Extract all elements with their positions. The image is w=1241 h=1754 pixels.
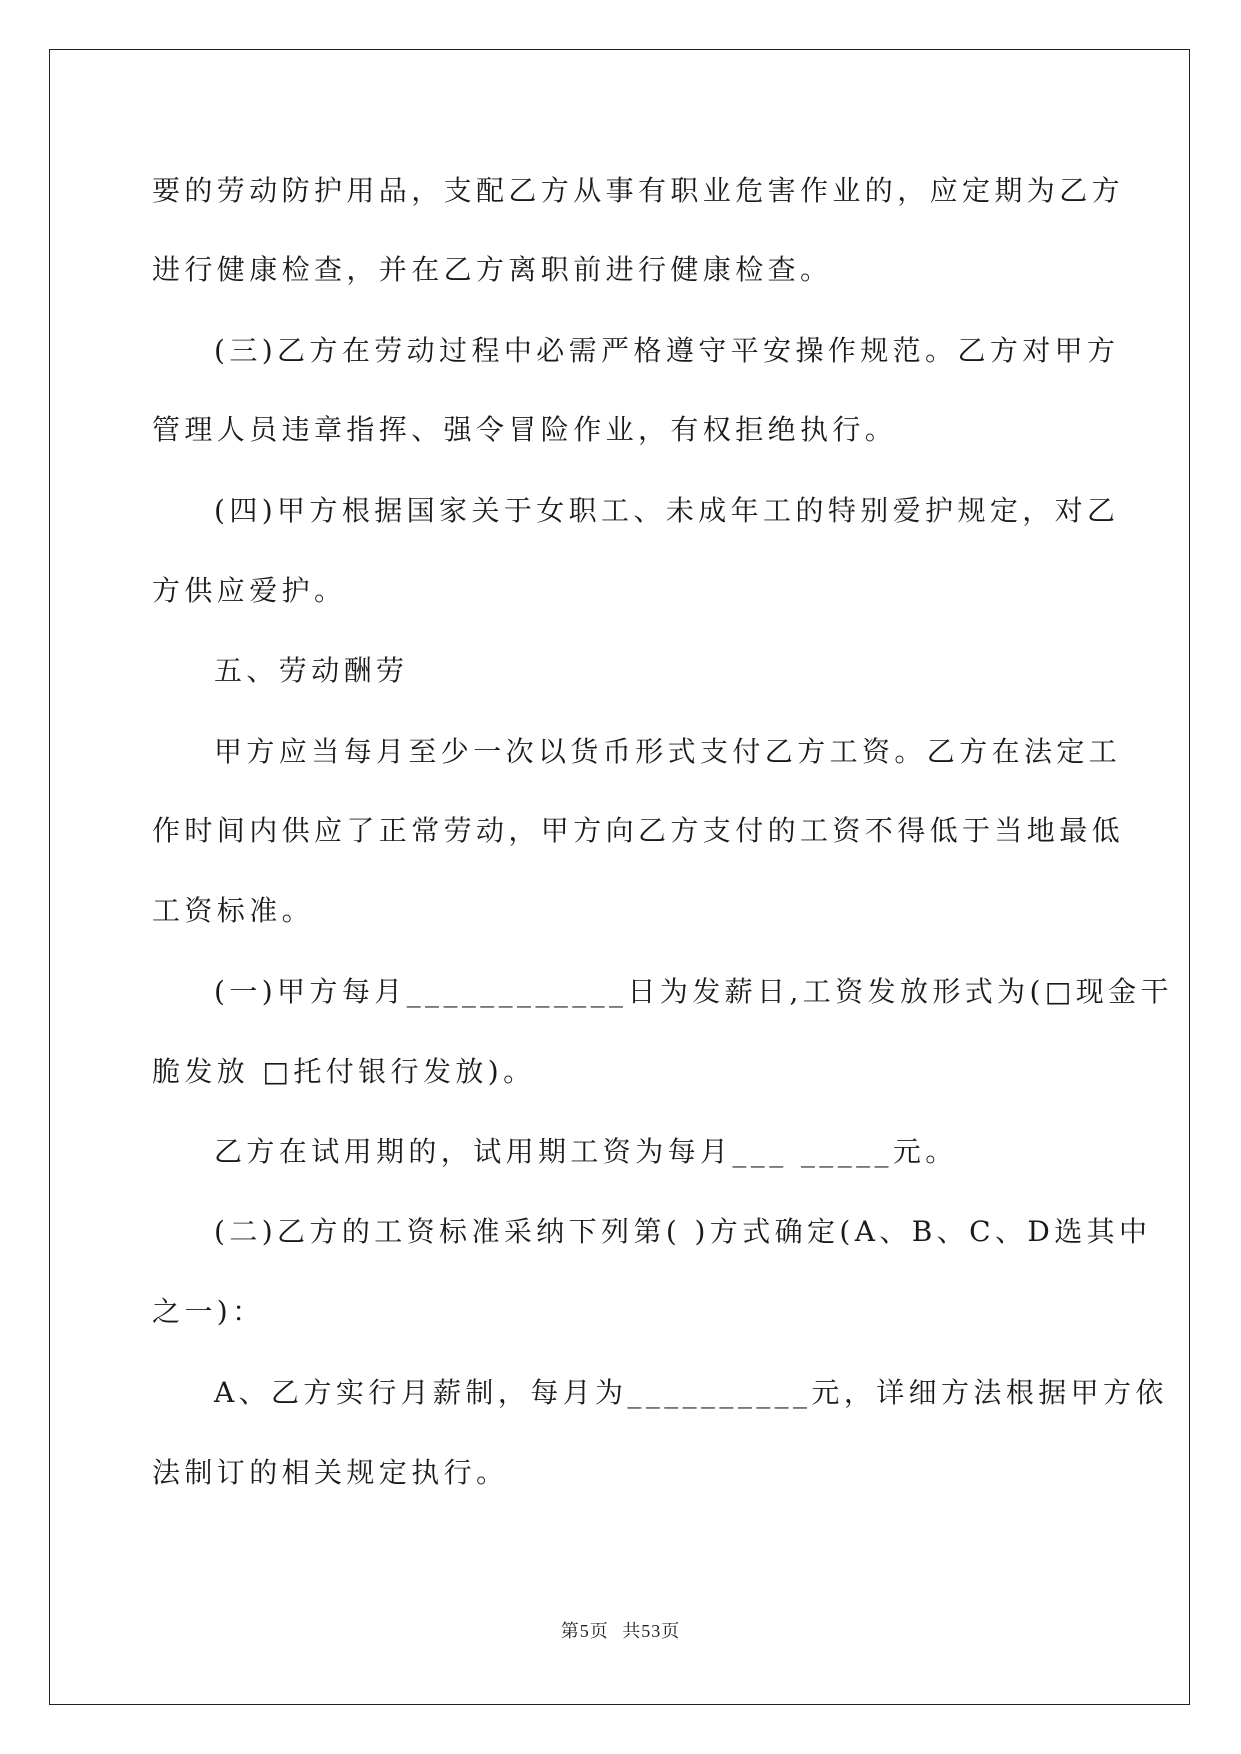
text-line: 脆发放 □托付银行发放)。: [152, 1055, 536, 1088]
text-line: (三)乙方在劳动过程中必需严格遵守平安操作规范。乙方对甲方: [214, 334, 1120, 367]
text-line: 作时间内供应了正常劳动，甲方向乙方支付的工资不得低于当地最低: [152, 814, 1125, 847]
page-footer: [0, 1617, 1241, 1643]
text-line: 要的劳动防护用品，支配乙方从事有职业危害作业的，应定期为乙方: [152, 174, 1125, 207]
text-line: A、乙方实行月薪制，每月为__________元，详细方法根据甲方依: [214, 1376, 1168, 1409]
text-line: (四)甲方根据国家关于女职工、未成年工的特别爱护规定，对乙: [214, 494, 1120, 527]
text-line: 工资标准。: [152, 894, 315, 927]
text-line: 之一)：: [152, 1295, 265, 1328]
text-line: 甲方应当每月至少一次以货币形式支付乙方工资。乙方在法定工: [214, 735, 1122, 768]
text-line: 进行健康检查，并在乙方离职前进行健康检查。: [152, 253, 833, 286]
text-line: 方供应爱护。: [152, 574, 347, 607]
text-line: 管理人员违章指挥、强令冒险作业，有权拒绝执行。: [152, 413, 898, 446]
page-number: 第5页: [560, 1621, 609, 1641]
text-line: (二)乙方的工资标准采纳下列第( )方式确定(A、B、C、D选其中: [214, 1215, 1152, 1248]
text-line: 乙方在试用期的，试用期工资为每月___ _____元。: [214, 1135, 958, 1168]
text-line: 法制订的相关规定执行。: [152, 1456, 509, 1489]
section-heading: 五、劳动酬劳: [214, 654, 409, 687]
page-total: 共53页: [622, 1621, 681, 1641]
text-line: (一)甲方每月____________日为发薪日,工资发放形式为(□现金干: [214, 975, 1173, 1008]
